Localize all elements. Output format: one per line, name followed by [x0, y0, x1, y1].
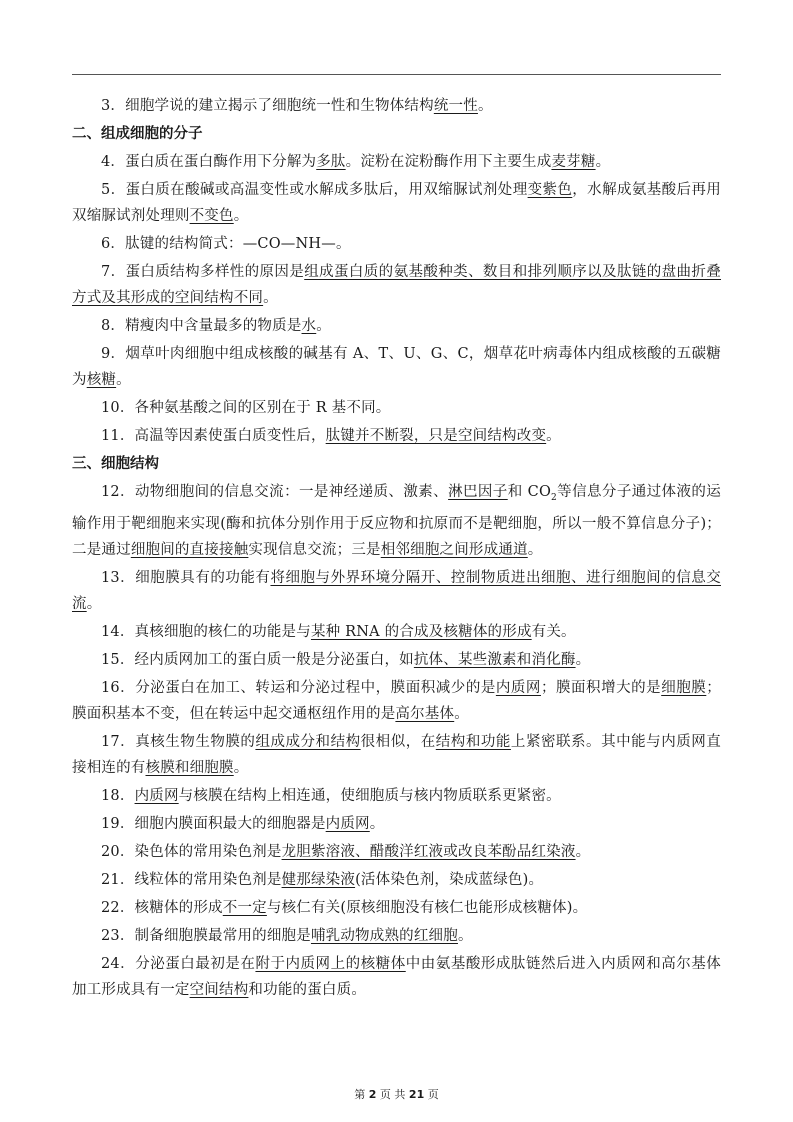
item-15: 15．经内质网加工的蛋白质一般是分泌蛋白，如抗体、某些激素和消化酶。: [101, 651, 591, 668]
header-rule: [72, 74, 721, 75]
content: [72, 93, 721, 1005]
item-8: 8．精瘦肉中含量最多的物质是水。: [101, 318, 331, 334]
item-24: 24．分泌蛋白最初是在附于内质网上的核糖体中由氨基酸形成肽链然后进入内质网和高尔基体加工形成具有一定空间结构和功能的蛋白质。: [72, 955, 722, 998]
item-18: 18．内质网与核膜在结构上相连通，使细胞质与核内物质联系更紧密。: [101, 787, 561, 804]
item-22: 22．核糖体的形成不一定与核仁有关(原核细胞没有核仁也能形成核糖体)。: [101, 899, 588, 916]
item-19: 19．细胞内膜面积最大的细胞器是内质网。: [101, 815, 385, 832]
total-page-count: 21: [408, 1088, 425, 1101]
page-footer: 第 2 页 共 21 页: [354, 1088, 439, 1101]
item-6: 6．肽键的结构简式：—CO—NH—。: [101, 236, 351, 252]
section-heading-3: 三、细胞结构: [72, 456, 159, 472]
item-20: 20．染色体的常用染色剂是龙胆紫溶液、醋酸洋红液或改良苯酚品红染液。: [101, 843, 591, 860]
current-page-number: 2: [368, 1088, 377, 1101]
item-5: 5．蛋白质在酸碱或高温变性或水解成多肽后，用双缩脲试剂处理变紫色，水解成氨基酸后再用双缩脲试剂处理则不变色。: [72, 182, 722, 224]
item-13: 13．细胞膜具有的功能有将细胞与外界环境分隔开、控制物质进出细胞、进行细胞间的信息交流。: [72, 569, 721, 612]
item-9: 9．烟草叶肉细胞中组成核酸的碱基有 A、T、U、G、C，烟草花叶病毒体内组成核酸的五碳糖为核糖。: [72, 346, 721, 388]
item-12: 12．动物细胞间的信息交流：一是神经递质、激素、淋巴因子和 $CO_2$等信息分子通过体液的运输作用于靶细胞来实现(酶和抗体分别作用于反应物和抗原而不是靶细胞，所以一般不算信息分子)；二是通过细胞间的直接接触实现信息交流；三是相邻细胞之间形成通道。: [72, 484, 721, 558]
item-21: 21．线粒体的常用染色剂是健那绿染液(活体染色剂，染成蓝绿色)。: [101, 871, 544, 888]
item-10: 10．各种氨基酸之间的区别在于 R 基不同。: [101, 400, 391, 416]
item-23: 23．制备细胞膜最常用的细胞是哺乳动物成熟的红细胞。: [101, 927, 473, 944]
item-3: 3．细胞学说的建立揭示了细胞统一性和生物体结构统一性。: [101, 98, 493, 114]
item-16: 16．分泌蛋白在加工、转运和分泌过程中，膜面积减少的是内质网；膜面积增大的是细胞膜；膜面积基本不变，但在转运中起交通枢纽作用的是高尔基体。: [72, 679, 721, 722]
item-7: 7．蛋白质结构多样性的原因是组成蛋白质的氨基酸种类、数目和排列顺序以及肽链的盘曲折叠方式及其形成的空间结构不同。: [72, 264, 721, 306]
item-14: 14．真核细胞的核仁的功能是与某种 RNA 的合成及核糖体的形成有关。: [101, 623, 576, 640]
item-11: 11．高温等因素使蛋白质变性后，肽键并不断裂，只是空间结构改变。: [101, 428, 561, 444]
section-heading-2: 二、组成细胞的分子: [72, 126, 203, 142]
item-17: 17．真核生物生物膜的组成成分和结构很相似，在结构和功能上紧密联系。其中能与内质网直接相连的有核膜和细胞膜。: [72, 733, 721, 776]
item-4: 4．蛋白质在蛋白酶作用下分解为多肽。淀粉在淀粉酶作用下主要生成麦芽糖。: [101, 154, 611, 170]
